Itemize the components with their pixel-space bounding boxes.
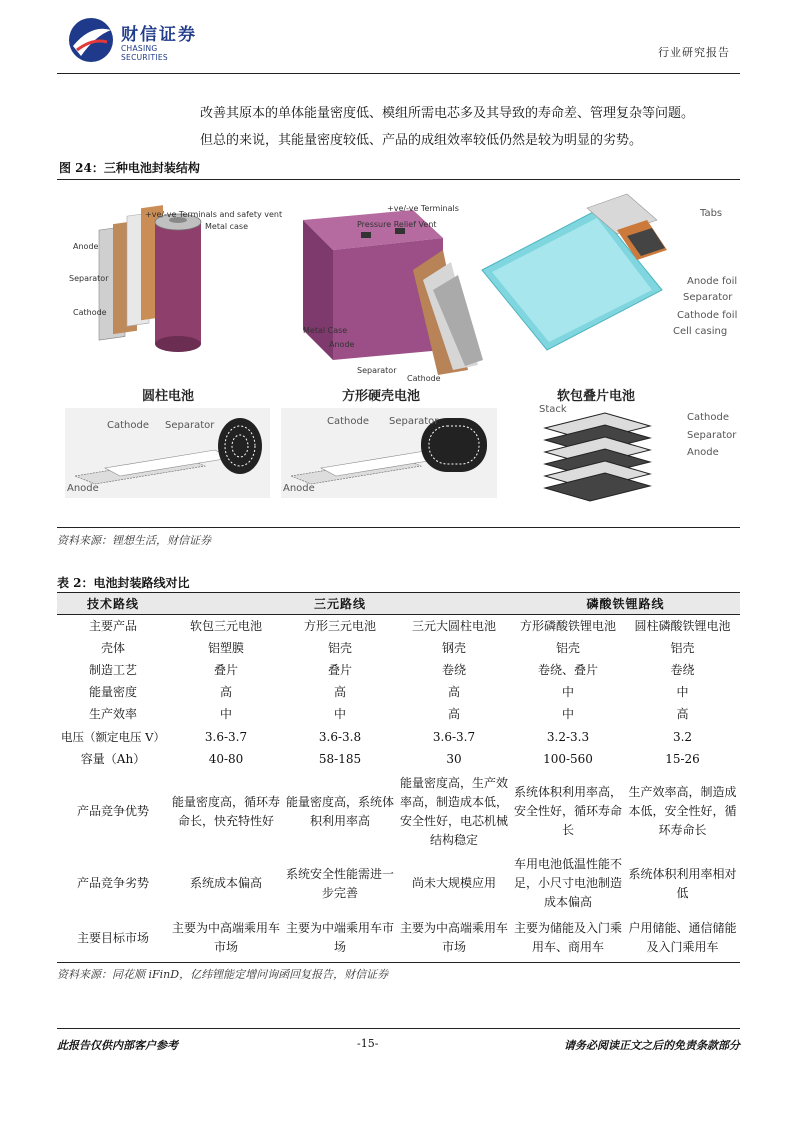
cyl-label-anode: Anode	[73, 242, 99, 251]
table-row	[57, 749, 740, 771]
table-cell: 方形三元电池	[303, 618, 376, 633]
table-cell: 生产效率高，制造成本低，安全性好，循环寿命长	[628, 785, 737, 837]
table-cell: 3.6-3.7	[204, 729, 248, 744]
cyl-label-cathode: Cathode	[73, 308, 107, 317]
pouch-label-cell-casing: Cell casing	[673, 326, 728, 337]
table-cell: 中	[219, 707, 232, 721]
row-label: 容量（Ah）	[80, 752, 146, 766]
figure-title: 图 24：三种电池封装结构	[57, 156, 740, 180]
company-logo	[67, 16, 207, 64]
packaging-comparison-table	[57, 592, 740, 963]
pris-label-cathode: Cathode	[407, 374, 441, 383]
intro-paragraph	[200, 100, 740, 154]
table-cell: 3.2	[672, 729, 693, 744]
stack-label-stack: Stack	[539, 404, 567, 415]
header-tech-route: 技术路线	[57, 593, 169, 615]
table-cell: 主要为储能及入门乘用车、商用车	[511, 915, 625, 963]
footer-disclaimer-left: 此报告仅供内部客户参考	[57, 1039, 178, 1052]
row-label: 产品竞争劣势	[76, 876, 149, 890]
pouch-label-tabs: Tabs	[700, 208, 723, 219]
table-cell: 中	[561, 707, 574, 721]
figure-source: 资料来源：锂想生活，财信证券	[57, 527, 740, 548]
pouch-label-anode-foil: Anode foil	[687, 276, 738, 287]
pouch-label-separator: Separator	[683, 292, 733, 303]
roll1-label-separator: Separator	[165, 420, 215, 431]
table-row	[57, 915, 740, 963]
roll2-label-anode: Anode	[283, 483, 315, 494]
battery-structure-figure	[57, 180, 740, 525]
table-cell: 高	[676, 707, 689, 721]
table-cell: 卷绕	[441, 663, 466, 677]
table-cell: 15-26	[665, 752, 700, 766]
caption-cylindrical: 圆柱电池	[142, 389, 195, 404]
table-row	[57, 853, 740, 915]
table-cell: 高	[447, 707, 460, 721]
intro-line-2: 但总的来说，其能量密度较低、产品的成组效率较低仍然是较为明显的劣势。	[200, 133, 643, 148]
table-cell: 中	[676, 685, 689, 699]
row-label: 产品竞争优势	[76, 804, 149, 818]
table-row	[57, 638, 740, 660]
table-cell: 中	[333, 707, 346, 721]
table-cell: 车用电池低温性能不足，小尺寸电池制造成本偏高	[513, 857, 622, 909]
row-label: 能量密度	[88, 685, 137, 699]
roll1-label-anode: Anode	[67, 483, 99, 494]
pris-label-anode: Anode	[329, 340, 355, 349]
table-cell: 卷绕	[670, 663, 695, 677]
table-cell: 方形磷酸铁锂电池	[519, 618, 616, 633]
row-label: 生产效率	[88, 707, 137, 721]
footer-disclaimer-right: 请务必阅读正文之后的免责条款部分	[564, 1039, 740, 1052]
table-cell: 高	[447, 685, 460, 699]
table-cell: 铝塑膜	[207, 641, 244, 655]
stack-label-anode: Anode	[687, 447, 719, 458]
table-cell: 铝壳	[555, 641, 580, 655]
cyl-label-terminals: +ve/-ve Terminals and safety vent	[145, 210, 283, 219]
table-cell: 高	[219, 685, 232, 699]
table-cell: 能量密度高，系统体积利用率高	[285, 794, 394, 828]
roll2-label-separator: Separator	[389, 416, 439, 427]
pouch-label-cathode-foil: Cathode foil	[677, 310, 738, 321]
stacking-diagram	[535, 408, 675, 503]
pouch-battery-illustration	[477, 190, 677, 360]
table-source: 资料来源：同花顺 iFinD，亿纬锂能定增问询函回复报告，财信证券	[57, 968, 389, 981]
table-cell: 三元大圆柱电池	[411, 618, 496, 633]
table-cell: 高	[333, 685, 346, 699]
roll2-label-cathode: Cathode	[327, 416, 369, 427]
table-cell: 系统安全性能需进一步完善	[285, 866, 394, 900]
caption-prismatic: 方形硬壳电池	[342, 389, 421, 404]
table-cell: 尚未大规模应用	[411, 876, 496, 890]
caption-pouch: 软包叠片电池	[557, 389, 636, 404]
brand-name-cn: 财信证券	[121, 25, 197, 45]
table-cell: 能量密度高，循环寿命长，快充特性好	[171, 794, 280, 828]
table-cell: 主要为中高端乘用车市场	[169, 915, 283, 963]
page-header	[57, 14, 740, 74]
table-cell: 中	[561, 685, 574, 699]
pris-label-separator: Separator	[357, 366, 397, 375]
table-cell: 主要为中端乘用车市场	[283, 915, 397, 963]
table-cell: 户用储能、通信储能及入门乘用车	[625, 915, 740, 963]
table-cell: 铝壳	[327, 641, 352, 655]
row-label: 制造工艺	[88, 663, 137, 677]
row-label: 主要产品	[88, 618, 137, 633]
table-row	[57, 615, 740, 638]
table-cell: 3.2-3.3	[546, 729, 590, 744]
row-label: 电压（额定电压 V）	[61, 729, 165, 744]
pris-label-metal-case: Metal Case	[303, 326, 348, 335]
table-cell: 钢壳	[441, 641, 466, 655]
table-title: 表 2：电池封装路线对比	[57, 576, 190, 590]
table-row	[57, 704, 740, 726]
table-row	[57, 771, 740, 853]
intro-line-1: 改善其原本的单体能量密度低、模组所需电芯多及其导致的寿命差、管理复杂等问题。	[200, 106, 695, 121]
cyl-label-separator: Separator	[69, 274, 109, 283]
table-cell: 3.6-3.8	[318, 729, 362, 744]
roll1-label-cathode: Cathode	[107, 420, 149, 431]
table-row	[57, 682, 740, 704]
table-cell: 系统成本偏高	[189, 876, 262, 890]
table-cell: 圆柱磷酸铁锂电池	[634, 618, 731, 633]
header-ternary-route: 三元路线	[169, 593, 511, 615]
table-cell: 40-80	[208, 752, 244, 766]
stack-label-separator: Separator	[687, 430, 737, 441]
table-cell: 铝壳	[670, 641, 695, 655]
pris-label-terminals: +ve/-ve Terminals	[387, 204, 459, 213]
brand-name-en: CHASING SECURITIES	[121, 44, 168, 62]
table-cell: 58-185	[318, 752, 362, 766]
table-cell: 主要为中高端乘用车市场	[397, 915, 511, 963]
pris-label-vent: Pressure Relief Vent	[357, 220, 437, 229]
stack-label-cathode: Cathode	[687, 412, 729, 423]
table-cell: 叠片	[213, 663, 238, 677]
table-header-row	[57, 593, 740, 615]
table-row	[57, 726, 740, 749]
table-cell: 叠片	[327, 663, 352, 677]
cyl-label-metal-case: Metal case	[205, 222, 249, 231]
table-cell: 卷绕、叠片	[537, 663, 598, 677]
row-label: 壳体	[100, 641, 125, 655]
table-cell: 100-560	[543, 752, 593, 766]
page-footer	[57, 1028, 740, 1052]
table-cell: 软包三元电池	[189, 618, 262, 633]
table-row	[57, 660, 740, 682]
page-number: -15-	[357, 1037, 379, 1050]
table-cell: 能量密度高，生产效率高，制造成本低，安全性好，电芯机械结构稳定	[399, 775, 508, 847]
table-cell: 3.6-3.7	[432, 729, 476, 744]
table-cell: 系统体积利用率高，安全性好，循环寿命长	[513, 785, 622, 837]
table-cell: 30	[446, 752, 462, 766]
doc-type-label: 行业研究报告	[658, 46, 730, 59]
table-cell: 系统体积利用率相对低	[628, 866, 737, 900]
header-lfp-route: 磷酸铁锂路线	[511, 593, 740, 615]
logo-mark-icon	[67, 16, 115, 64]
row-label: 主要目标市场	[57, 915, 169, 963]
